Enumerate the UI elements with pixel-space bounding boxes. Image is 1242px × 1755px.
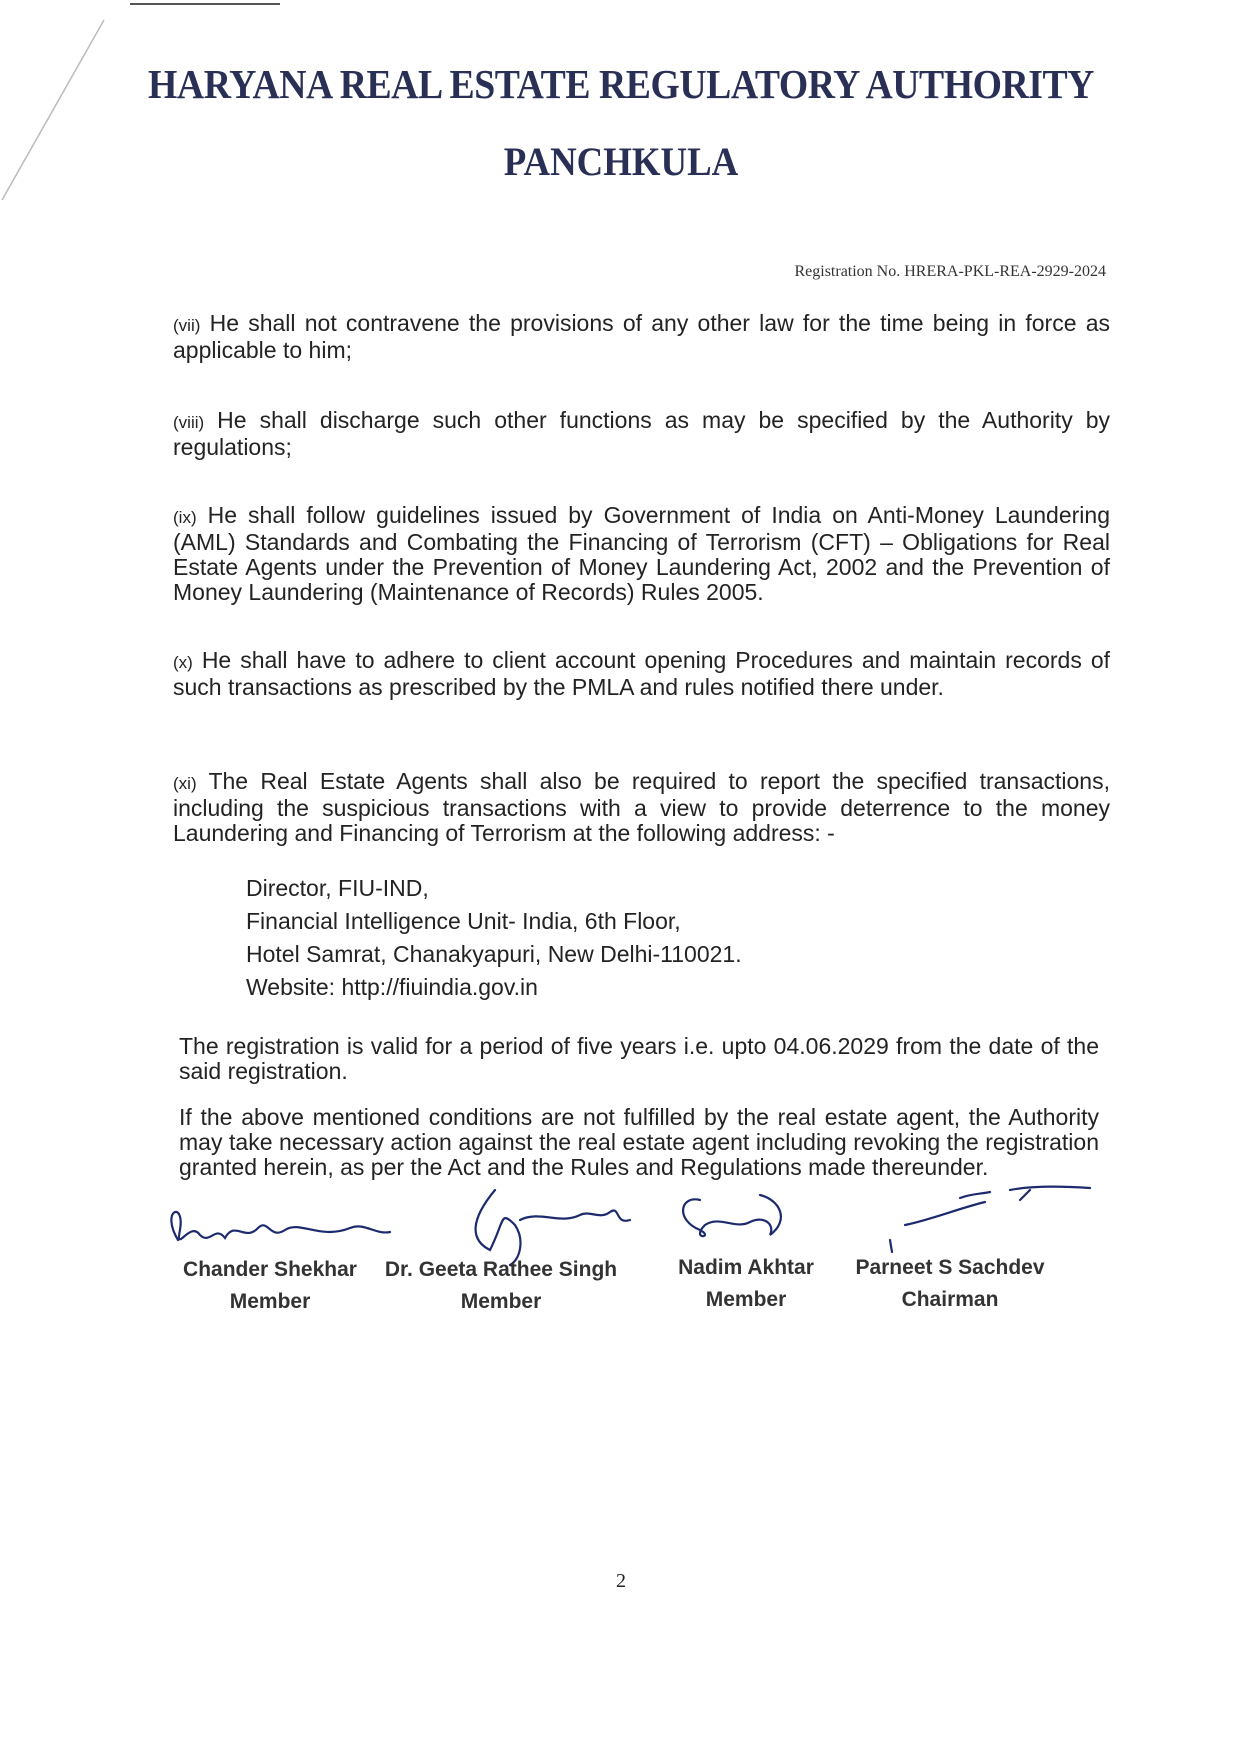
signatory-role: Member (460, 1290, 542, 1313)
signatory-role: Chairman (901, 1288, 999, 1311)
clause-text: The Real Estate Agents shall also be required to report the specified transactions, including the suspicious transactions with a view to provide deterrence to the money Laundering and Financing of Terrorism at the following address: - (173, 768, 1110, 846)
fiu-address (246, 872, 742, 1004)
signatory-name: Chander Shekhar (183, 1258, 357, 1281)
validity-paragraph: The registration is valid for a period of five years i.e. upto 04.06.2029 from the date of the said registration. (179, 1033, 1099, 1084)
signatory-role: Member (705, 1288, 787, 1311)
signatory-2 (376, 1258, 626, 1314)
signatory-role: Member (229, 1290, 311, 1313)
signature-geeta-rathee-singh (476, 1190, 630, 1265)
address-website: Website: http://fiuindia.gov.in (246, 974, 538, 1000)
registration-number: Registration No. HRERA-PKL-REA-2929-2024 (794, 263, 1106, 280)
clause-number: (xi) (173, 774, 197, 793)
clause-text: He shall follow guidelines issued by Government of India on Anti-Money Laundering (AML) Standards and Combating the Financing of Terrorism (CFT) – Obligations for Real Estate Agents under the Prevention of Money Laundering Act, 2002 and the Prevention of Money Laundering (Maintenance of Records) Rules 2005. (173, 502, 1110, 605)
signatory-3 (656, 1256, 836, 1312)
authority-title: HARYANA REAL ESTATE REGULATORY AUTHORITY (148, 61, 1094, 107)
address-line: Director, FIU-IND, (246, 875, 429, 901)
clause-ix (173, 503, 1110, 605)
signature-nadim-akhtar (683, 1195, 781, 1236)
clause-number: (viii) (173, 413, 205, 432)
signatory-4 (850, 1256, 1050, 1312)
clause-text: He shall not contravene the provisions of any other law for the time being in force as applicable to him; (173, 310, 1110, 363)
conditions-paragraph: If the above mentioned conditions are not fulfilled by the real estate agent, the Authority may take necessary action against the real estate agent including revoking the registration granted herein, as per the Act and the Rules and Regulations made thereunder. (179, 1104, 1099, 1180)
clause-number: (x) (173, 653, 193, 672)
clause-xi (173, 769, 1110, 846)
clause-vii (173, 311, 1110, 363)
signatory-name: Dr. Geeta Rathee Singh (384, 1258, 618, 1281)
page-number: 2 (616, 1570, 626, 1592)
signature-chander-shekhar (171, 1212, 390, 1240)
clause-x (173, 648, 1110, 700)
authority-location: PANCHKULA (503, 139, 739, 184)
clause-number: (ix) (173, 508, 197, 527)
signatory-name: Parneet S Sachdev (855, 1256, 1045, 1279)
clause-text: He shall have to adhere to client account opening Procedures and maintain records of such transactions as prescribed by the PMLA and rules notified there under. (173, 647, 1110, 700)
address-line: Financial Intelligence Unit- India, 6th Floor, (246, 908, 681, 934)
clause-text: He shall discharge such other functions as may be specified by the Authority by regulations; (173, 407, 1111, 460)
address-line: Hotel Samrat, Chanakyapuri, New Delhi-110021. (246, 941, 742, 967)
signatory-1 (170, 1258, 370, 1314)
clause-number: (vii) (173, 316, 201, 335)
clause-viii (173, 408, 1110, 460)
document-header (0, 60, 1242, 185)
signatory-name: Nadim Akhtar (678, 1256, 814, 1279)
signature-parneet-sachdev (890, 1187, 1090, 1252)
